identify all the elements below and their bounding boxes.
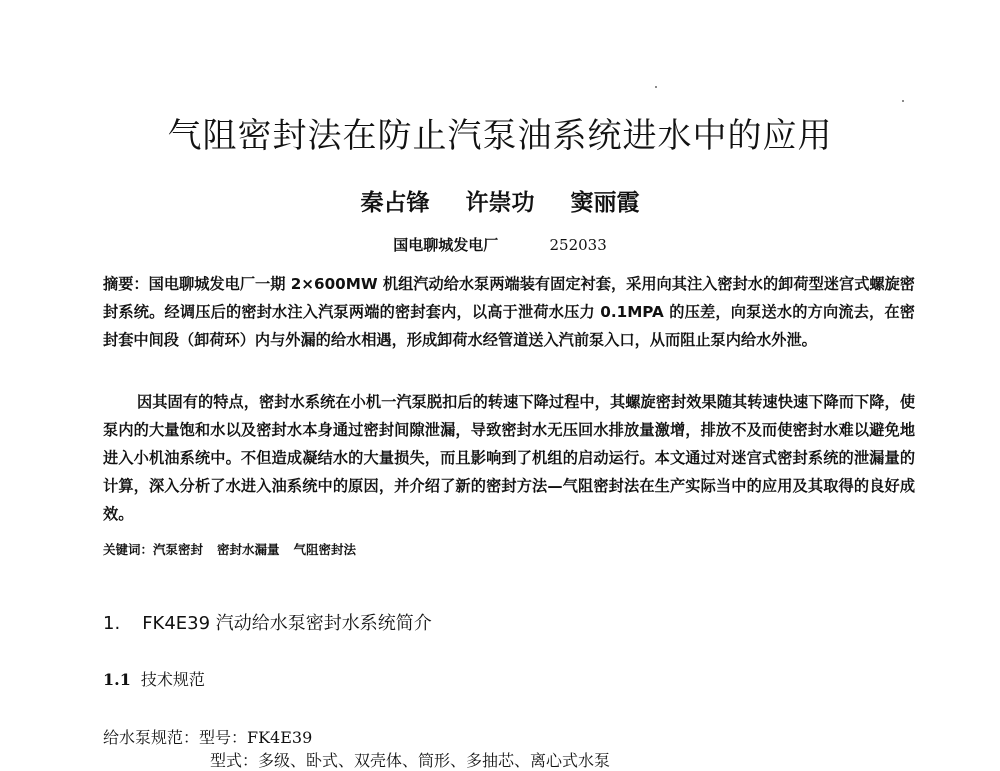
subsection-heading <box>103 667 205 690</box>
keywords-label: 关键词： <box>103 542 154 557</box>
scan-speck <box>655 86 657 88</box>
abstract-paragraph-2: 因其固有的特点，密封水系统在小机一汽泵脱扣后的转速下降过程中，其螺旋密封效果随其转速快速下降而下降，使泵内的大量饱和水以及密封水本身通过密封间隙泄漏，导致密封水无压回水排放量激增，排放不及而使密封水难以避免地进入小机油系统中。不但造成凝结水的大量损失，而且影响到了机组的启动运行。本文通过对迷宫式密封系统的泄漏量的计算，深入分析了水进入油系统中的原因，并介绍了新的密封方法—气阻密封法在生产实际当中的应用及其取得的良好成效。 <box>103 393 915 523</box>
affiliation <box>0 234 1000 255</box>
author-name: 许崇功 <box>465 189 535 216</box>
author-name: 窦丽霞 <box>570 189 640 216</box>
keywords-line <box>103 540 370 558</box>
subsection-number: 1.1 <box>103 670 131 689</box>
section-title: FK4E39 汽动给水泵密封水系统简介 <box>142 613 432 634</box>
author-name: 秦占锋 <box>360 189 430 216</box>
postcode: 252033 <box>549 236 607 254</box>
paper-title: 气阻密封法在防止汽泵油系统进水中的应用 <box>167 116 833 156</box>
scan-speck <box>902 100 904 102</box>
keyword: 汽泵密封 <box>153 542 204 557</box>
author-list <box>0 184 1000 217</box>
section-number: 1. <box>103 613 121 634</box>
abstract-paragraph: 摘要：国电聊城发电厂一期 2×600MW 机组汽动给水泵两端装有固定衬套，采用向其注入密封水的卸荷型迷宫式螺旋密封系统。经调压后的密封水注入汽泵两端的密封套内，以高于泄荷水压力 0.1MPA 的压差，向泵送水的方向流去，在密封套中间段（卸荷环）内与外漏的给水相遇，形成卸荷水经管道送入汽前泵入口，从而阻止泵内给水外泄。 <box>103 275 915 349</box>
spec-line: 给水泵规范：型号：FK4E39 <box>103 728 313 747</box>
section-heading <box>103 609 432 635</box>
spec-line-cut: 型式：多级、卧式、双壳体、筒形、多抽芯、离心式水泵 <box>210 751 611 770</box>
keyword: 密封水漏量 <box>217 542 280 557</box>
keyword: 气阻密封法 <box>293 542 357 557</box>
subsection-title: 技术规范 <box>140 670 205 689</box>
affiliation-name: 国电聊城发电厂 <box>393 236 499 254</box>
